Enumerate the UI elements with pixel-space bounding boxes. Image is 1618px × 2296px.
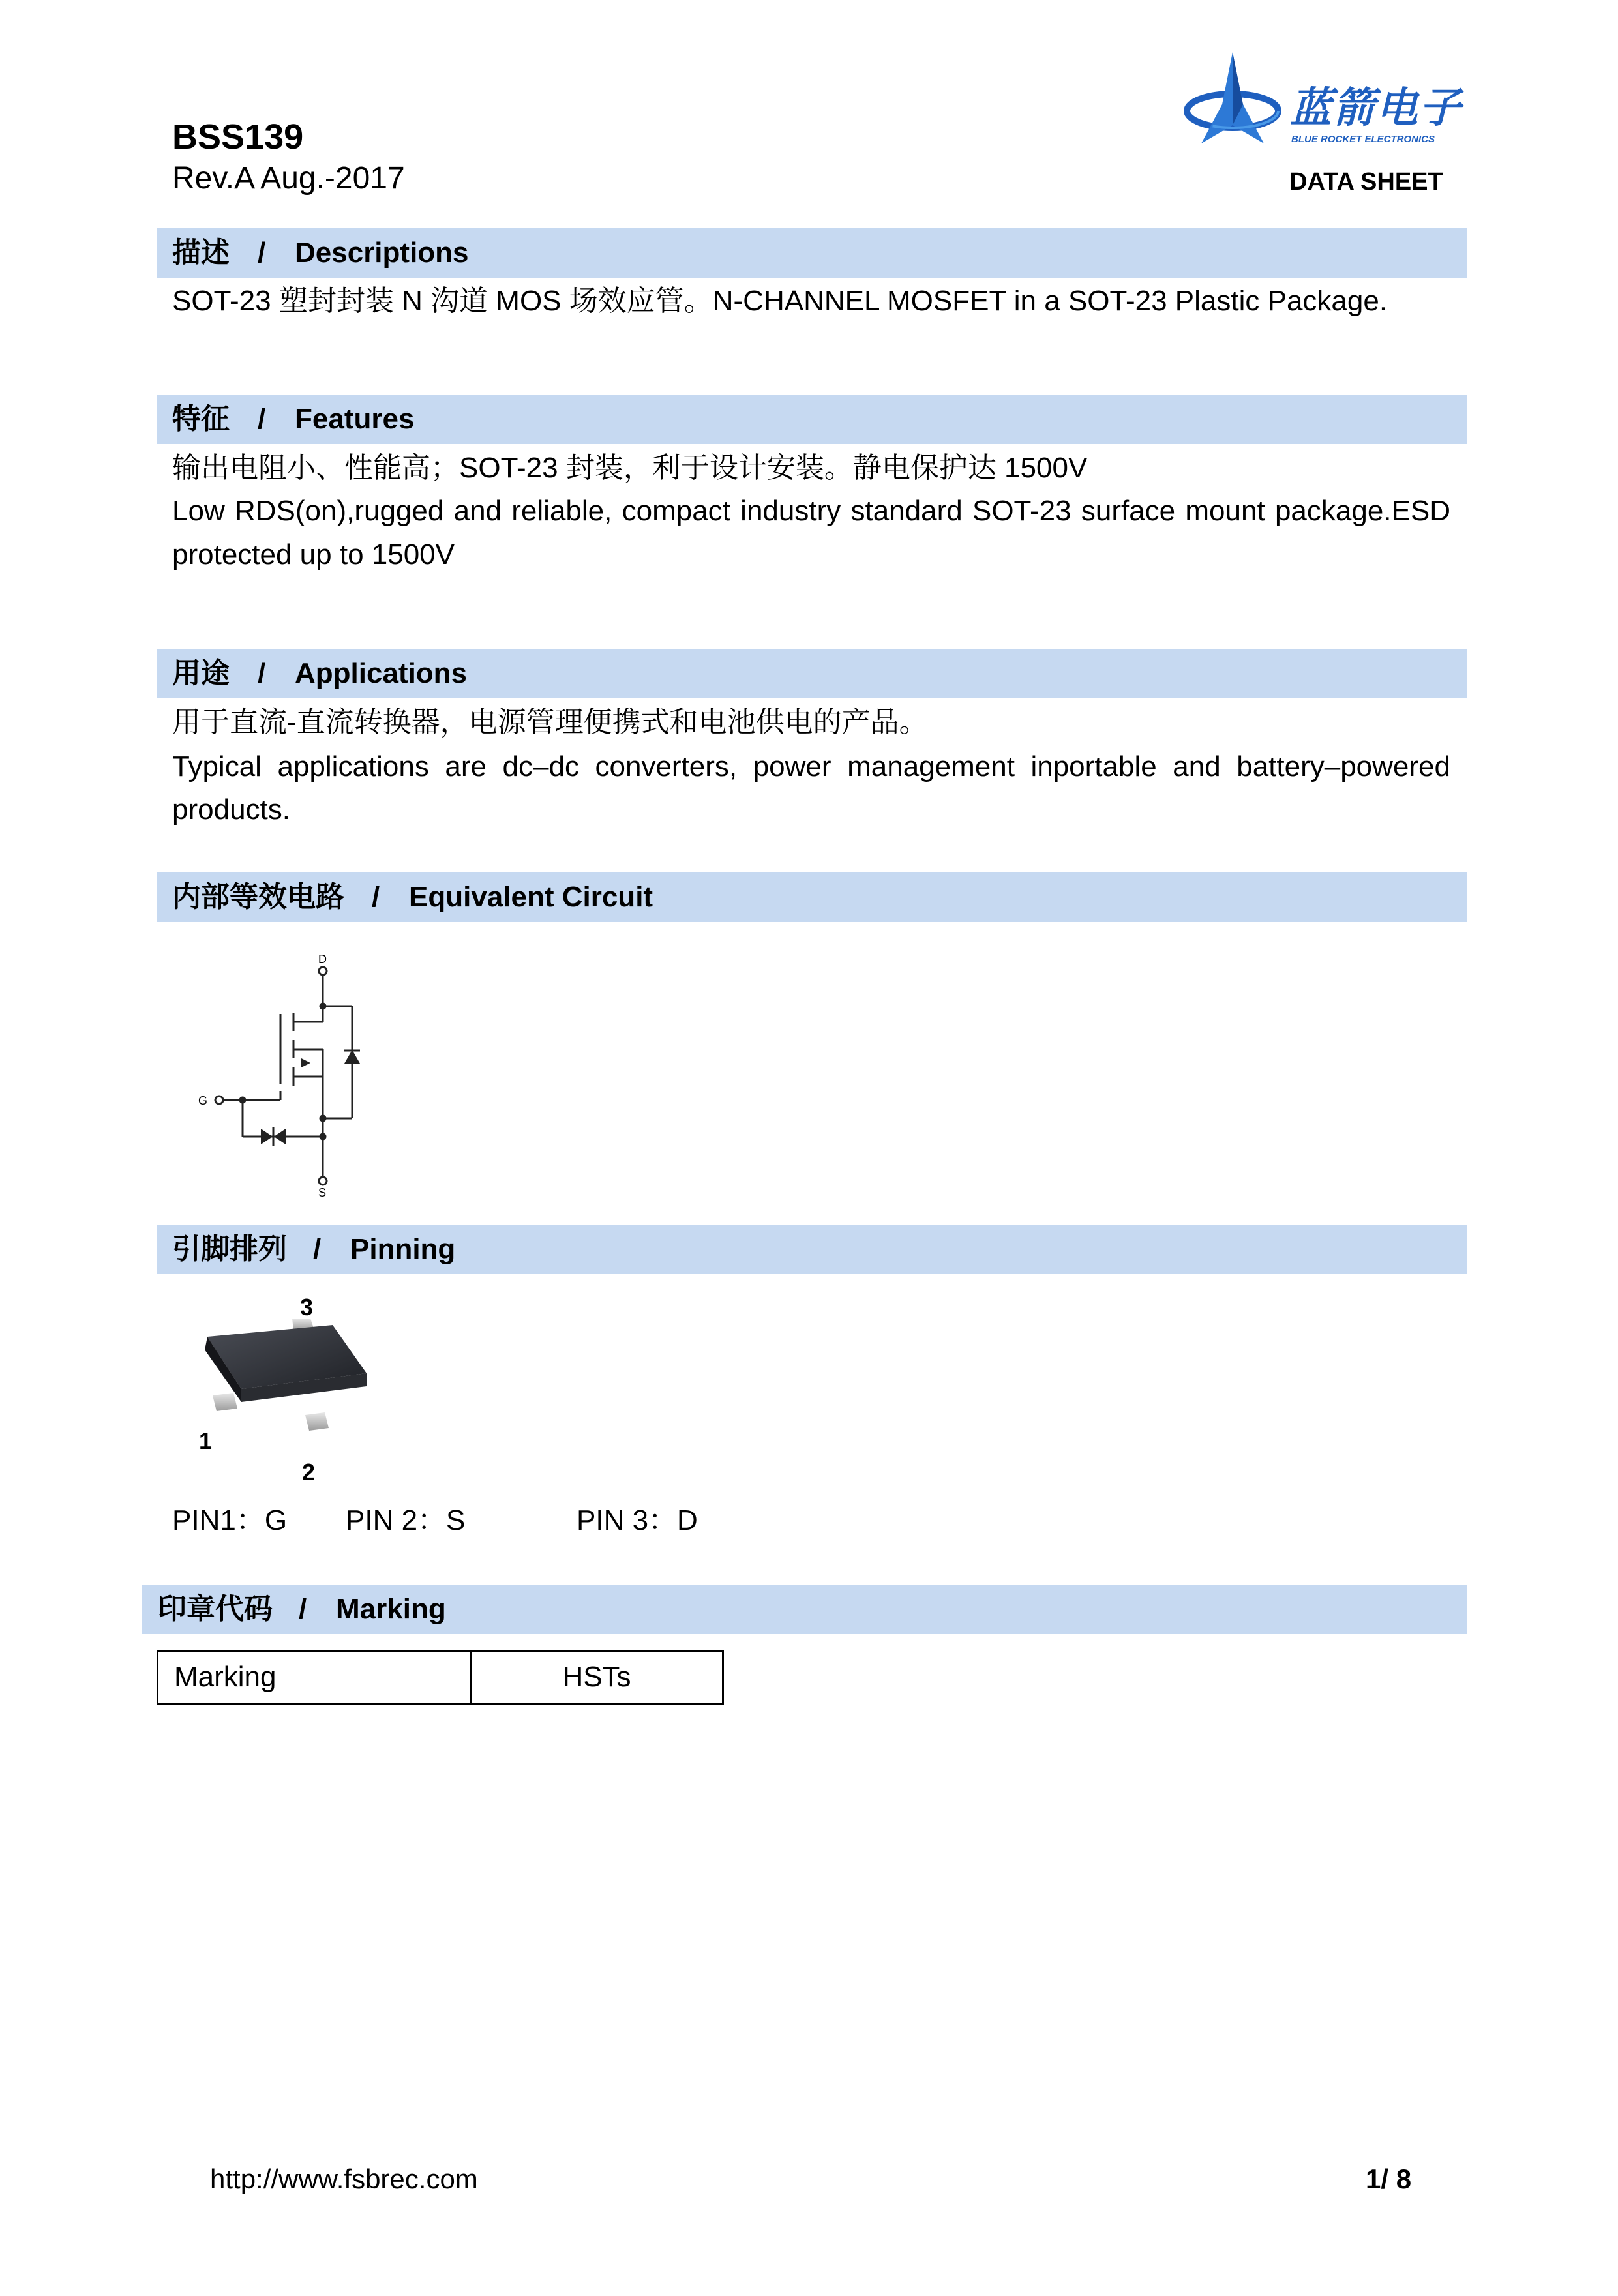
section-sep: / [258,657,266,689]
equivalent-circuit-diagram [189,949,385,1197]
pin-number-3: 3 [300,1294,314,1320]
pin-number-2: 2 [302,1459,316,1485]
section-sep: / [299,1593,307,1625]
section-title-cn: 引脚排列 [172,1233,287,1265]
revision: Rev.A Aug.-2017 [172,161,405,196]
section-sep: / [258,403,266,435]
descriptions-text: SOT-23 塑封封装 N 沟道 MOS 场效应管。N-CHANNEL MOSFET in a SOT-23 Plastic Package. [172,285,1388,317]
section-applications [157,649,1467,698]
section-title-en: Marking [336,1593,446,1625]
marking-table [157,1650,724,1705]
section-marking [142,1585,1467,1634]
section-title-en: Pinning [350,1233,456,1265]
section-sep: / [313,1233,322,1265]
section-title-en: Applications [295,657,468,689]
section-title-cn: 内部等效电路 [172,881,344,913]
applications-en-line2: products. [172,794,290,826]
sot23-chip-icon [196,1311,378,1441]
pin2-assignment: PIN 2：S [346,1504,466,1536]
logo-cn-text: 蓝箭电子 [1290,84,1462,131]
features-en-line1: Low RDS(on),rugged and reliable, compact industry standard SOT-23 surface mount package.ESD [172,495,1450,527]
section-title-en: Features [295,403,415,435]
section-circuit [157,872,1467,922]
doc-type: DATA SHEET [1289,168,1443,196]
company-logo [1180,46,1467,163]
marking-label-cell: Marking [158,1652,472,1703]
part-number: BSS139 [172,117,304,157]
section-title-cn: 特征 [172,403,230,435]
section-title-cn: 用途 [172,657,230,689]
section-title-cn: 印章代码 [158,1593,273,1625]
logo-en-text: BLUE ROCKET ELECTRONICS [1291,134,1435,145]
pin1-assignment: PIN1：G [172,1504,288,1536]
page-number: 1/ 8 [1366,2164,1412,2194]
features-cn-text: 输出电阻小、性能高；SOT-23 封装，利于设计安装。静电保护达 1500V [172,452,1088,484]
section-title-cn: 描述 [172,237,230,269]
pin-number-1: 1 [199,1427,213,1454]
section-sep: / [372,881,380,913]
applications-cn-text: 用于直流-直流转换器，电源管理便携式和电池供电的产品。 [172,706,928,738]
section-sep: / [258,237,266,269]
mosfet-schematic-icon [189,949,385,1197]
marking-value-cell: HSTs [562,1661,631,1693]
section-features [157,395,1467,444]
sot23-package-image [196,1311,378,1441]
source-label: S [318,1186,327,1197]
footer-url[interactable]: http://www.fsbrec.com [210,2164,478,2194]
section-pinning [157,1225,1467,1274]
pin3-assignment: PIN 3：D [577,1504,698,1536]
section-title-en: Equivalent Circuit [409,881,653,913]
drain-label: D [318,953,327,966]
section-title-en: Descriptions [295,237,469,269]
gate-label: G [198,1094,208,1107]
section-descriptions [157,228,1467,278]
features-en-line2: protected up to 1500V [172,539,455,571]
applications-en-line1: Typical applications are dc–dc converters, power management inportable and battery–powered [172,751,1450,783]
